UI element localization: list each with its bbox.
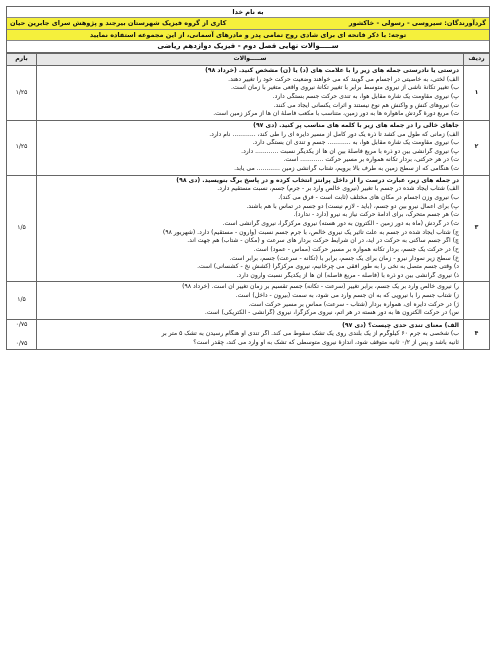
question-row: [7, 120, 490, 175]
question-row: [7, 282, 490, 320]
question-score: [7, 120, 37, 175]
question-number: ۴: [464, 319, 490, 349]
question-line: ت) نیروهای کنش و واکنش هم نوع نیستند و اثرات یکسانی ایجاد می کنند.: [273, 101, 459, 109]
question-line: ج) شتاب ایجاد شده در جسم به علت تأثیر یک نیروی خالص، با جرم جسم نسبت (وارون - مستقیم) دارد. (شهریور ۹۸): [162, 228, 459, 236]
question-line: ژ) در حرکت دایره ای، همواره بردار (شتاب - سرعت) مماس بر مسیر حرکت است.: [248, 300, 459, 308]
questions-table: [6, 53, 490, 350]
question-number: [464, 282, 490, 320]
question-line: ب) نیروی وزن اجسام در مکان های مختلف (ثابت است - فرق می کند).: [278, 194, 459, 202]
question-line: الف) معنای تندی حدی چیست؟ (دی ۹۷): [342, 321, 459, 329]
score-value-part-b: ۰/۷۵: [15, 339, 28, 347]
question-line: پ) نیروی گرانشی بین دو ذره با مربع فاصلهٔ بین آن ها از یکدیگر نسبت ............ دارد.: [241, 147, 459, 155]
question-line: درستی یا نادرستی جمله های زیر را با علامت های (د) یا (ن) مشخص کنید. (خرداد ۹۸): [205, 67, 459, 75]
column-header-row-number: ردیف: [464, 54, 490, 66]
score-value: ۱/۵: [17, 224, 26, 232]
question-number: ۳: [464, 175, 490, 282]
question-line: الف) شتاب ایجاد شده در جسم با تغییر (نیروی خالص وارد بر - جرم) جسم، نسبت مستقیم دارد.: [217, 185, 459, 193]
exam-header: [6, 6, 490, 53]
question-line: س) در حرکت الکترون ها به دور هسته در هر اتم، نیروی مرکزگرا، نیروی (گرانشی - الکتریکی) است.: [204, 309, 459, 317]
column-header-questions: ســـــوالات: [37, 54, 464, 66]
score-value: ۱/۲۵: [15, 88, 28, 96]
question-score: [7, 319, 37, 349]
question-line: الف) زمانی که طول می کشد تا ذره یک دور کامل از مسیر دایره ای را طی کند، ............ نام دارد.: [209, 130, 459, 138]
dedication-note: توجه: با ذکر فاتحه ای برای شادی روح تمامی پدر و مادرهای آسمانی، از این مجموعه استفاده نمایید: [7, 30, 489, 41]
exam-page: [6, 6, 490, 350]
question-row: [7, 175, 490, 282]
credits-row: [7, 18, 489, 29]
exam-title: ســـــوالات نهایی فصل دوم - فیزیک دوازدهم ریاضی: [7, 41, 489, 52]
question-row: [7, 319, 490, 349]
question-text: [37, 319, 464, 349]
question-line: ز) شتاب جسم را با نیرویی که به آن جسم وارد می شود، به سمت (بیرون - داخل) است.: [235, 292, 459, 300]
question-text: [37, 175, 464, 282]
question-line: ثانیه باشد و پس از ۰/۲ ثانیه متوقف شود، اندازهٔ نیروی متوسطی که تشک به او وارد می کند، چقدر است؟: [193, 338, 459, 346]
question-line: ح) در حرکت یک جسم، بردار تکانه همواره بر مسیر حرکت (مماس - عمود) است.: [253, 245, 459, 253]
question-text: [37, 66, 464, 121]
question-line: الف) لختی، به خاصیتی در اجسام می گویند که می خواهند وضعیت حرکت خود را تغییر دهند.: [228, 75, 459, 83]
question-text: [37, 282, 464, 320]
question-line: ب) نیروی مقاومت یک شاره مقابل هوا، به ............ جسم و تندی آن بستگی دارد.: [252, 139, 459, 147]
question-line: ب) شخصی به جرم ۶۰ کیلوگرم از یک بلندی روی یک تشک سقوط می کند. اگر تندی او هنگام رسیدن به تشک ۵ متر بر: [161, 330, 459, 338]
score-value: ۱/۵: [17, 296, 26, 304]
question-line: ث) در گردش (ماه به دور زمین - الکترون به دور هسته) نیروی مرکزگرا، نیروی گرانشی است.: [222, 219, 459, 227]
question-line: چ) اگر جسم ساکنی به حرکت در آید، در آن شرایط حرکت بردار های سرعت و (مکان - شتاب) هم جهت اند.: [187, 237, 459, 245]
question-line: ذ) نیروی گرانشی بین دو ذره با (فاصله - مربع فاصله) آن ها از یکدیگر نسبت وارون دارد.: [236, 271, 459, 279]
score-value: ۰/۷۵: [15, 320, 28, 328]
question-line: پ) برای اعمال نیرو بین دو جسم، (باید - لازم نیست) دو جسم در تماس با هم باشند.: [246, 202, 459, 210]
question-line: خ) سطح زیر نمودار نیرو - زمان برای یک جسم، برابر با (تکانه - سرعت) جسم، برابر است.: [229, 254, 459, 262]
question-line: ت) هر جسم متحرک، برای ادامهٔ حرکت نیاز به نیرو (دارد - ندارد).: [293, 211, 459, 219]
question-line: ت) در هر حرکتی، بردار تکانه همواره بر مسیر حرکت ............ است.: [283, 156, 459, 164]
column-header-score: بارم: [7, 54, 37, 66]
question-score: [7, 175, 37, 282]
question-row: [7, 66, 490, 121]
question-line: د) وقتی جسم متصل به نخی را به طور افقی می چرخانیم، نیروی مرکزگرا (کشش نخ - کشسانی) است.: [197, 263, 459, 271]
question-line: ب) تغییر تکانهٔ ناشی از نیروی متوسط برابر با تغییر تکانهٔ نیروی واقعی متغیر با زمان است.: [231, 84, 459, 92]
table-header-row: [7, 54, 490, 66]
question-score: [7, 282, 37, 320]
question-line: جاهای خالی را در جمله های زیر با کلمه های مناسب پر کنید. (دی ۹۷): [253, 121, 459, 129]
compilers: گردآورندگان: سیروسی - رسولی - خاکشور: [348, 19, 486, 28]
question-text: [37, 120, 464, 175]
question-line: ر) نیروی خالص وارد بر یک جسم، برابر تغییر (سرعت - تکانه) جسم تقسیم بر زمان تغییر آن است. (خرداد ۹۸): [182, 283, 459, 291]
question-number: ۱: [464, 66, 490, 121]
group-credit: کاری از گروه فیزیک شهرستان بیرجند و پژوهش سرای جابرین حیان: [10, 19, 227, 28]
question-line: پ) نیروی مقاومت یک شاره مقابل هوا، به تندی حرکت جسم بستگی دارد.: [272, 92, 459, 100]
bismillah: به نام خدا: [7, 7, 489, 18]
questions-body: [7, 66, 490, 350]
question-score: [7, 66, 37, 121]
question-line: ث) مربع دورهٔ گردش ماهواره ها به دور زمین، متناسب با مکعب فاصلهٔ آن ها از مرکز زمین است.: [213, 110, 459, 118]
question-number: ۲: [464, 120, 490, 175]
score-value: ۱/۲۵: [15, 143, 28, 151]
question-line: ث) هنگامی که از سطح زمین به طرف بالا برویم، شتاب گرانشی زمین ............ می یابد.: [234, 165, 459, 173]
question-line: در جمله های زیر، عبارت درست را از داخل پرانتز انتخاب کرده و در پاسخ برگ بنویسید. (دی ۹۸): [176, 176, 459, 184]
